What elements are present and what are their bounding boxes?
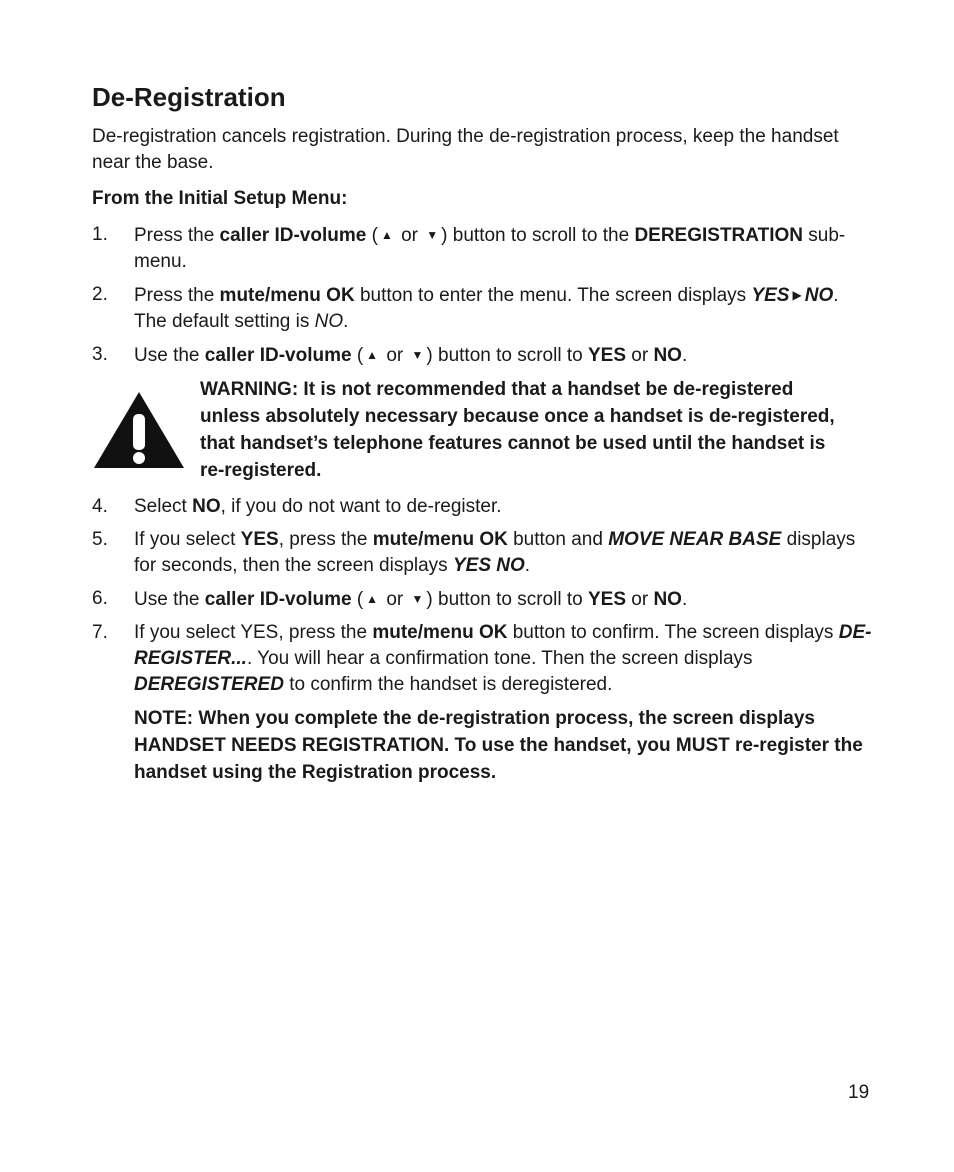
up-arrow-icon: ▲: [366, 348, 379, 362]
text: .: [343, 311, 349, 332]
note-text: NOTE: When you complete the de-registration process, the screen displays HANDSET NEEDS REGISTRATION. To use the handset, you MUST re-register the handset using the Registration process.: [134, 708, 863, 783]
bold-term: DEREGISTRATION: [634, 225, 803, 246]
text: .: [524, 555, 531, 576]
text: Press the: [134, 225, 220, 246]
text: or: [381, 345, 409, 366]
warning-block: [92, 376, 872, 484]
text: Use the: [134, 345, 205, 366]
text: button to enter the menu. The screen displays: [354, 285, 752, 306]
text: displays for seconds, then the screen displays: [134, 529, 856, 576]
text: or: [381, 589, 409, 610]
step-number: 5.: [92, 529, 108, 550]
text: Select: [134, 496, 193, 517]
text: .: [681, 345, 688, 366]
step-number: 2.: [92, 284, 108, 305]
text: Use the: [134, 589, 205, 610]
text: ) button to scroll to: [426, 345, 588, 366]
text: (: [351, 345, 364, 366]
step-number: 7.: [92, 622, 108, 643]
step-text: [134, 586, 872, 613]
text: ) button to scroll to: [426, 589, 588, 610]
text: (: [351, 589, 364, 610]
step-4: [92, 494, 872, 520]
warning-triangle-icon: [92, 376, 186, 484]
step-number: 4.: [92, 496, 108, 517]
text: button to confirm. The screen displays: [507, 622, 839, 643]
screen-text: YES NO: [452, 555, 525, 576]
text: ) button to scroll to the: [441, 225, 635, 246]
text: Press the: [134, 285, 220, 306]
step-number: 3.: [92, 344, 108, 365]
step-text: [134, 342, 872, 369]
page-content: [92, 80, 872, 786]
step-text: [134, 494, 872, 520]
screen-text: DE-REGISTER...: [134, 622, 872, 669]
step-number: 1.: [92, 224, 108, 245]
right-arrow-icon: ▶: [792, 288, 802, 302]
step-1: [92, 222, 872, 275]
step-7: [92, 620, 872, 698]
bold-term: NO: [653, 589, 682, 610]
bold-term: NO: [653, 345, 682, 366]
text: or: [626, 589, 654, 610]
step-6: [92, 586, 872, 613]
subheading: From the Initial Setup Menu:: [92, 188, 348, 209]
bold-term: mute/menu OK: [219, 285, 355, 306]
down-arrow-icon: ▼: [411, 348, 424, 362]
text: .: [681, 589, 688, 610]
step-5: [92, 527, 872, 579]
up-arrow-icon: ▲: [366, 592, 379, 606]
section-title: De-Registration: [92, 82, 286, 112]
step-text: [134, 527, 872, 579]
bold-term: caller ID-volume: [219, 225, 367, 246]
text: to confirm the handset is deregistered.: [283, 674, 613, 695]
down-arrow-icon: ▼: [411, 592, 424, 606]
bold-term: mute/menu OK: [372, 622, 508, 643]
text: (: [366, 225, 378, 246]
bold-term: YES: [587, 345, 626, 366]
italic-term: NO: [314, 311, 344, 332]
text: or: [626, 345, 654, 366]
screen-text: NO: [804, 285, 834, 306]
text: sub-menu.: [134, 225, 846, 272]
bold-term: YES: [240, 529, 279, 550]
step-2: [92, 282, 872, 335]
text: , press the: [278, 529, 373, 550]
bold-term: caller ID-volume: [204, 589, 352, 610]
step-text: [134, 620, 872, 698]
step-number: 6.: [92, 588, 108, 609]
step-3: [92, 342, 872, 369]
bold-term: YES: [587, 589, 626, 610]
intro-paragraph: De-registration cancels registration. During the de-registration process, keep the handset near the base.: [92, 126, 839, 173]
screen-text: DEREGISTERED: [134, 674, 284, 695]
text: . You will hear a confirmation tone. Then the screen displays: [246, 648, 753, 669]
screen-text: MOVE NEAR BASE: [608, 529, 782, 550]
warning-text: WARNING: It is not recommended that a handset be de-registered unless absolutely necessary because once a handset is de-registered, that handset’s telephone features cannot be used until the handset is re-registered.: [200, 379, 835, 481]
step-text: [134, 282, 872, 335]
up-arrow-icon: ▲: [380, 228, 393, 242]
text: button and: [507, 529, 609, 550]
bold-term: NO: [192, 496, 221, 517]
step-text: [134, 222, 872, 275]
down-arrow-icon: ▼: [426, 228, 439, 242]
page-number: 19: [848, 1082, 870, 1103]
text: or: [395, 225, 424, 246]
screen-text: YES: [751, 285, 790, 306]
bold-term: mute/menu OK: [372, 529, 508, 550]
text: If you select YES, press the: [134, 622, 373, 643]
text: If you select: [134, 529, 241, 550]
text: , if you do not want to de-register.: [220, 496, 502, 517]
text: . The default setting is: [134, 285, 839, 332]
bold-term: caller ID-volume: [204, 345, 352, 366]
